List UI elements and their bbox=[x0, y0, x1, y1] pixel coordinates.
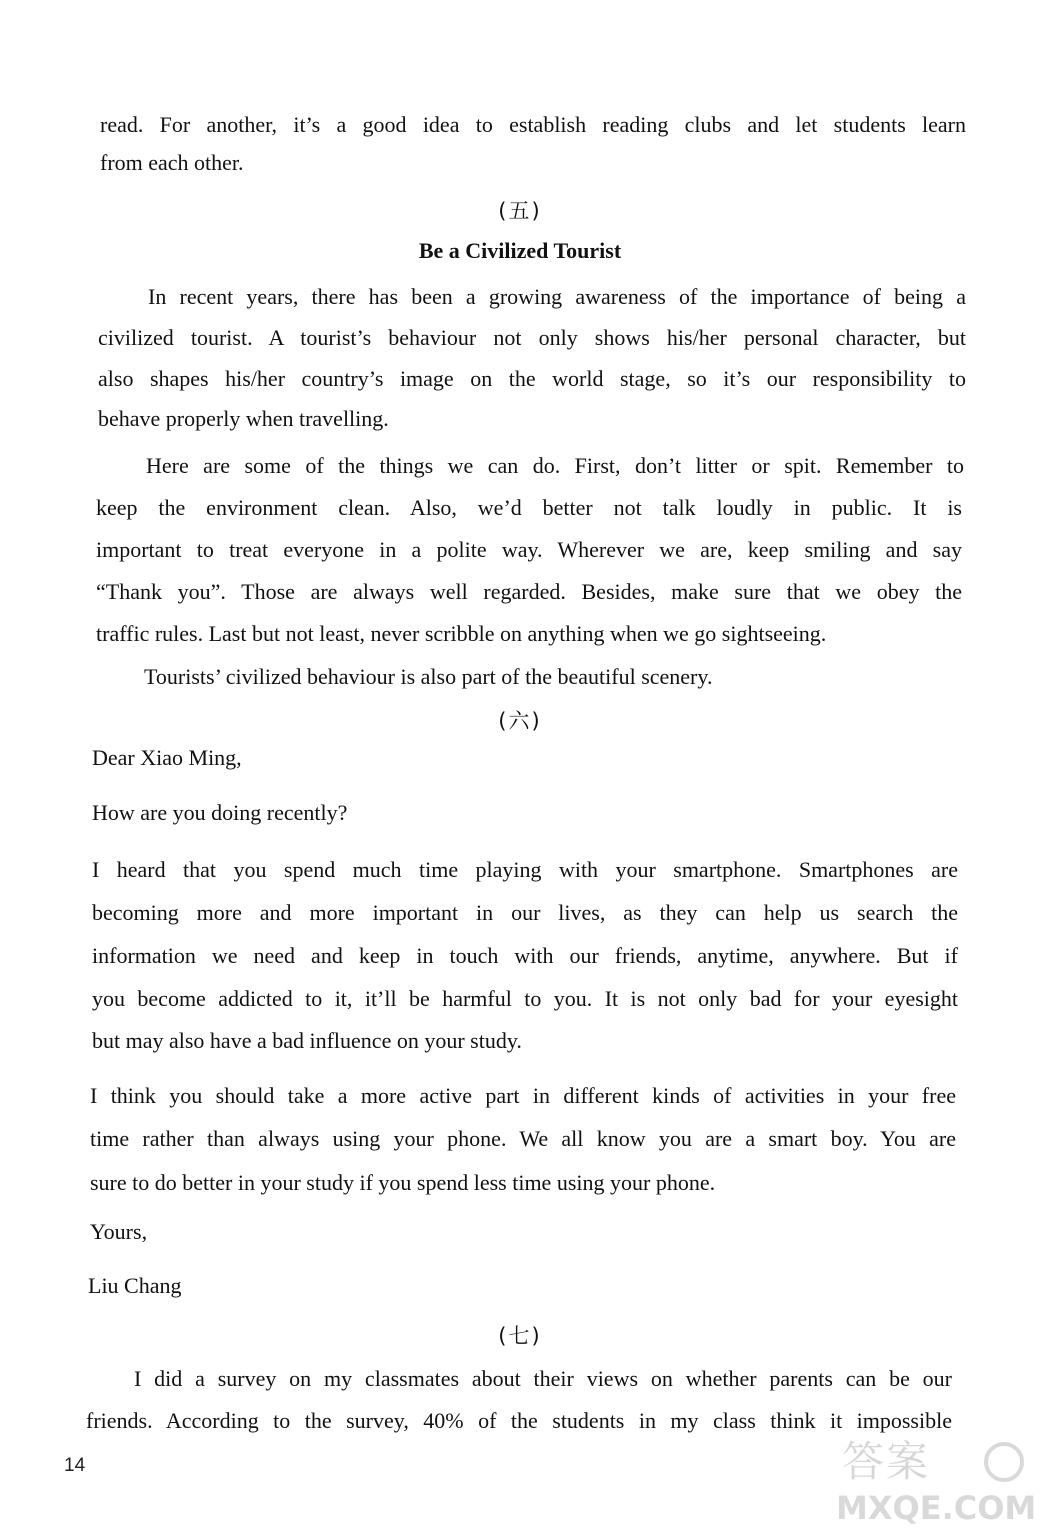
section-7-paragraph-1-line-1: I did a survey on my classmates about their views on whether parents can be our bbox=[134, 1366, 952, 1391]
watermark-badge-icon bbox=[984, 1442, 1024, 1482]
watermark-bottom-text: MXQE.COM bbox=[836, 1489, 1037, 1527]
section-5-paragraph-1-line-4: behave properly when travelling. bbox=[98, 406, 389, 431]
section-6-marker: (六) bbox=[498, 709, 542, 733]
section-5-paragraph-2-line-4: “Thank you”. Those are always well regarded. Besides, make sure that we obey the bbox=[96, 579, 962, 604]
section-5-title: Be a Civilized Tourist bbox=[418, 238, 622, 263]
section-5-paragraph-1-line-3: also shapes his/her country’s image on the world stage, so it’s our responsibility to bbox=[98, 366, 966, 391]
section-5-paragraph-2-line-1: Here are some of the things we can do. First, don’t litter or spit. Remember to bbox=[146, 453, 964, 478]
page-number: 14 bbox=[64, 1455, 86, 1476]
letter-closing: Yours, bbox=[90, 1219, 148, 1244]
section-5-marker: (五) bbox=[498, 199, 542, 223]
watermark-logo bbox=[836, 1436, 1037, 1532]
section-5-paragraph-2-line-3: important to treat everyone in a polite way. Wherever we are, keep smiling and say bbox=[96, 537, 962, 562]
section-5-paragraph-2-line-2: keep the environment clean. Also, we’d better not talk loudly in public. It is bbox=[96, 495, 962, 520]
letter-paragraph-1-line-2: becoming more and more important in our lives, as they can help us search the bbox=[92, 900, 958, 925]
intro-line-2: from each other. bbox=[100, 150, 244, 175]
letter-paragraph-1-line-1: I heard that you spend much time playing with your smartphone. Smartphones are bbox=[92, 857, 958, 882]
section-5-paragraph-3: Tourists’ civilized behaviour is also part of the beautiful scenery. bbox=[144, 664, 713, 689]
section-7-marker: (七) bbox=[498, 1324, 542, 1348]
letter-paragraph-1-line-5: but may also have a bad influence on your study. bbox=[92, 1028, 522, 1053]
letter-paragraph-1-line-3: information we need and keep in touch with our friends, anytime, anywhere. But if bbox=[92, 943, 958, 968]
letter-paragraph-2-line-1: I think you should take a more active part in different kinds of activities in your free bbox=[90, 1083, 956, 1108]
letter-opening: How are you doing recently? bbox=[92, 800, 348, 825]
letter-signature: Liu Chang bbox=[88, 1273, 182, 1298]
watermark-top-text: 答案 bbox=[842, 1437, 931, 1486]
section-7-paragraph-1-line-2: friends. According to the survey, 40% of the students in my class think it impossible bbox=[86, 1408, 952, 1433]
letter-paragraph-2-line-2: time rather than always using your phone. We all know you are a smart boy. You are bbox=[90, 1126, 956, 1151]
section-5-paragraph-1-line-2: civilized tourist. A tourist’s behaviour not only shows his/her personal character, but bbox=[98, 325, 966, 350]
intro-line-1: read. For another, it’s a good idea to establish reading clubs and let students learn bbox=[100, 112, 966, 137]
letter-salutation: Dear Xiao Ming, bbox=[92, 745, 242, 770]
section-5-paragraph-1-line-1: In recent years, there has been a growing awareness of the importance of being a bbox=[148, 284, 966, 309]
letter-paragraph-1-line-4: you become addicted to it, it’ll be harmful to you. It is not only bad for your eyesight bbox=[92, 986, 958, 1011]
section-5-paragraph-2-line-5: traffic rules. Last but not least, never scribble on anything when we go sightseeing. bbox=[96, 621, 827, 646]
letter-paragraph-2-line-3: sure to do better in your study if you spend less time using your phone. bbox=[90, 1170, 716, 1195]
